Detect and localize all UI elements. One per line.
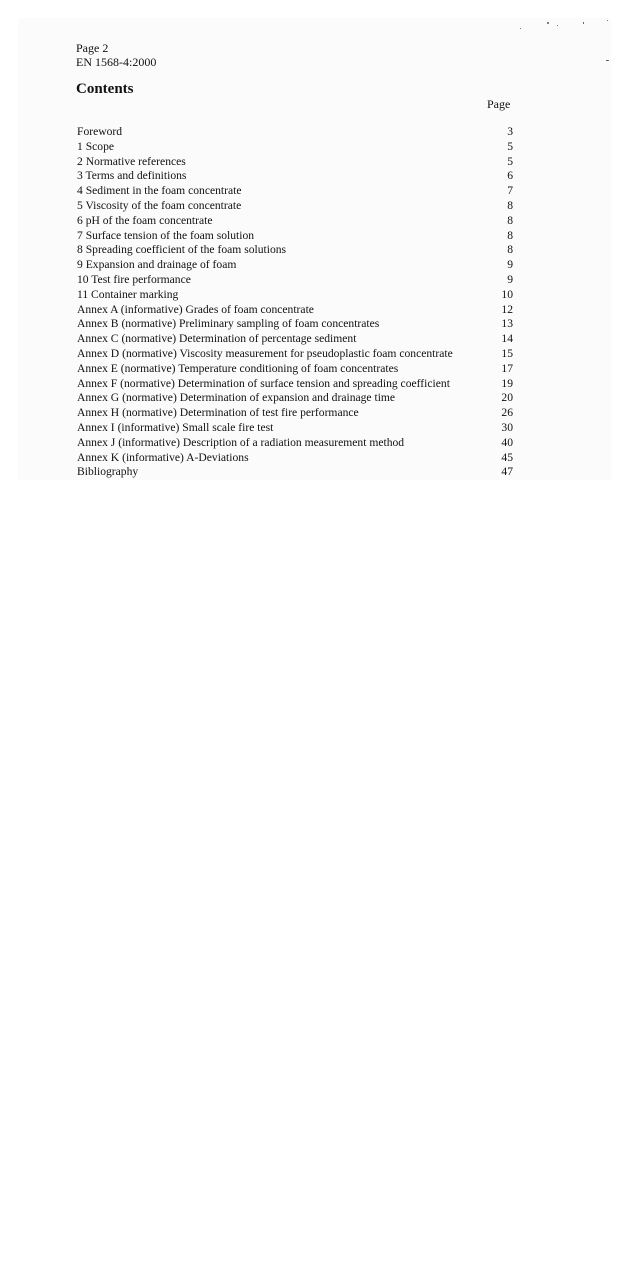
toc-entry-title: Annex F (normative) Determination of surface tension and spreading coefficient	[77, 376, 450, 390]
toc-entry[interactable]	[77, 169, 515, 184]
toc-entry-page: 12	[501, 302, 513, 316]
toc-entry[interactable]	[77, 199, 515, 214]
toc-entry[interactable]	[77, 465, 515, 480]
toc-entry[interactable]	[77, 229, 515, 244]
toc-entry-title: Annex E (normative) Temperature conditioning of foam concentrates	[77, 361, 399, 375]
toc-entry[interactable]	[77, 288, 515, 303]
toc-entry-page: 9	[507, 272, 513, 286]
toc-entry-page: 7	[507, 184, 513, 198]
toc-entry-page: 8	[507, 213, 513, 227]
toc-entry-page: 20	[501, 391, 513, 405]
table-of-contents	[77, 125, 515, 480]
toc-entry-page: 8	[507, 198, 513, 212]
scan-speck	[607, 20, 608, 21]
toc-entry[interactable]	[77, 362, 515, 377]
toc-entry[interactable]	[77, 184, 515, 199]
toc-entry-title: Annex I (informative) Small scale fire test	[77, 420, 274, 434]
toc-entry[interactable]	[77, 258, 515, 273]
toc-entry-page: 19	[501, 376, 513, 390]
toc-entry-page: 30	[501, 420, 513, 434]
toc-entry-page: 10	[501, 287, 513, 301]
toc-entry[interactable]	[77, 421, 515, 436]
toc-entry[interactable]	[77, 214, 515, 229]
toc-entry-page: 8	[507, 228, 513, 242]
toc-entry[interactable]	[77, 347, 515, 362]
toc-entry-page: 5	[507, 154, 513, 168]
toc-entry-page: 13	[501, 317, 513, 331]
toc-entry[interactable]	[77, 317, 515, 332]
toc-entry-page: 15	[501, 346, 513, 360]
scan-speck	[547, 22, 549, 24]
toc-entry-title: 8 Spreading coefficient of the foam solutions	[77, 243, 287, 257]
page-column-label: Page	[487, 97, 511, 111]
scan-speck	[583, 22, 584, 24]
toc-entry[interactable]	[77, 155, 515, 170]
toc-entry[interactable]	[77, 273, 515, 288]
toc-entry-title: 2 Normative references	[77, 154, 186, 168]
toc-entry-title: Annex A (informative) Grades of foam concentrate	[77, 302, 314, 316]
toc-entry[interactable]	[77, 436, 515, 451]
toc-entry-title: Annex J (informative) Description of a radiation measurement method	[77, 435, 405, 449]
toc-entry-title: Foreword	[77, 125, 123, 138]
toc-entry-title: 1 Scope	[77, 139, 115, 153]
toc-entry-title: Annex K (informative) A-Deviations	[77, 450, 249, 464]
toc-entry-page: 9	[507, 258, 513, 272]
toc-entry-title: 10 Test fire performance	[77, 272, 191, 286]
toc-entry-title: Annex H (normative) Determination of test fire performance	[77, 406, 359, 420]
contents-heading: Contents	[76, 81, 134, 97]
toc-entry-page: 26	[501, 406, 513, 420]
toc-entry-page: 8	[507, 243, 513, 257]
toc-entry-title: 4 Sediment in the foam concentrate	[77, 184, 242, 198]
standard-identifier: EN 1568-4:2000	[76, 55, 157, 69]
toc-entry-page: 3	[507, 125, 513, 138]
scan-speck	[606, 60, 609, 61]
toc-entry-title: 6 pH of the foam concentrate	[77, 213, 213, 227]
toc-entry-page: 6	[507, 169, 513, 183]
toc-entry[interactable]	[77, 332, 515, 347]
toc-entry-title: 5 Viscosity of the foam concentrate	[77, 198, 242, 212]
toc-entry-title: 3 Terms and definitions	[77, 169, 187, 183]
toc-entry-title: Annex D (normative) Viscosity measurement for pseudoplastic foam concentrate	[77, 346, 453, 360]
toc-entry-page: 47	[501, 465, 513, 479]
toc-entry-title: 7 Surface tension of the foam solution	[77, 228, 255, 242]
toc-entry-page: 14	[501, 332, 513, 346]
toc-entry[interactable]	[77, 391, 515, 406]
toc-entry-title: Annex C (normative) Determination of percentage sediment	[77, 332, 357, 346]
toc-entry-title: 9 Expansion and drainage of foam	[77, 258, 237, 272]
toc-entry-page: 17	[501, 361, 513, 375]
toc-entry-title: Annex G (normative) Determination of expansion and drainage time	[77, 391, 396, 405]
toc-entry[interactable]	[77, 243, 515, 258]
toc-entry[interactable]	[77, 125, 515, 140]
toc-entry-page: 40	[501, 435, 513, 449]
toc-entry[interactable]	[77, 140, 515, 155]
toc-entry[interactable]	[77, 377, 515, 392]
toc-entry[interactable]	[77, 451, 515, 466]
toc-entry[interactable]	[77, 303, 515, 318]
toc-entry[interactable]	[77, 406, 515, 421]
toc-entry-title: Bibliography	[77, 465, 139, 479]
toc-entry-title: 11 Container marking	[77, 287, 179, 301]
scan-speck	[557, 25, 558, 26]
toc-entry-page: 45	[501, 450, 513, 464]
toc-entry-title: Annex B (normative) Preliminary sampling of foam concentrates	[77, 317, 380, 331]
page-number: Page 2	[76, 41, 109, 55]
toc-entry-page: 5	[507, 139, 513, 153]
scan-speck	[520, 28, 521, 29]
